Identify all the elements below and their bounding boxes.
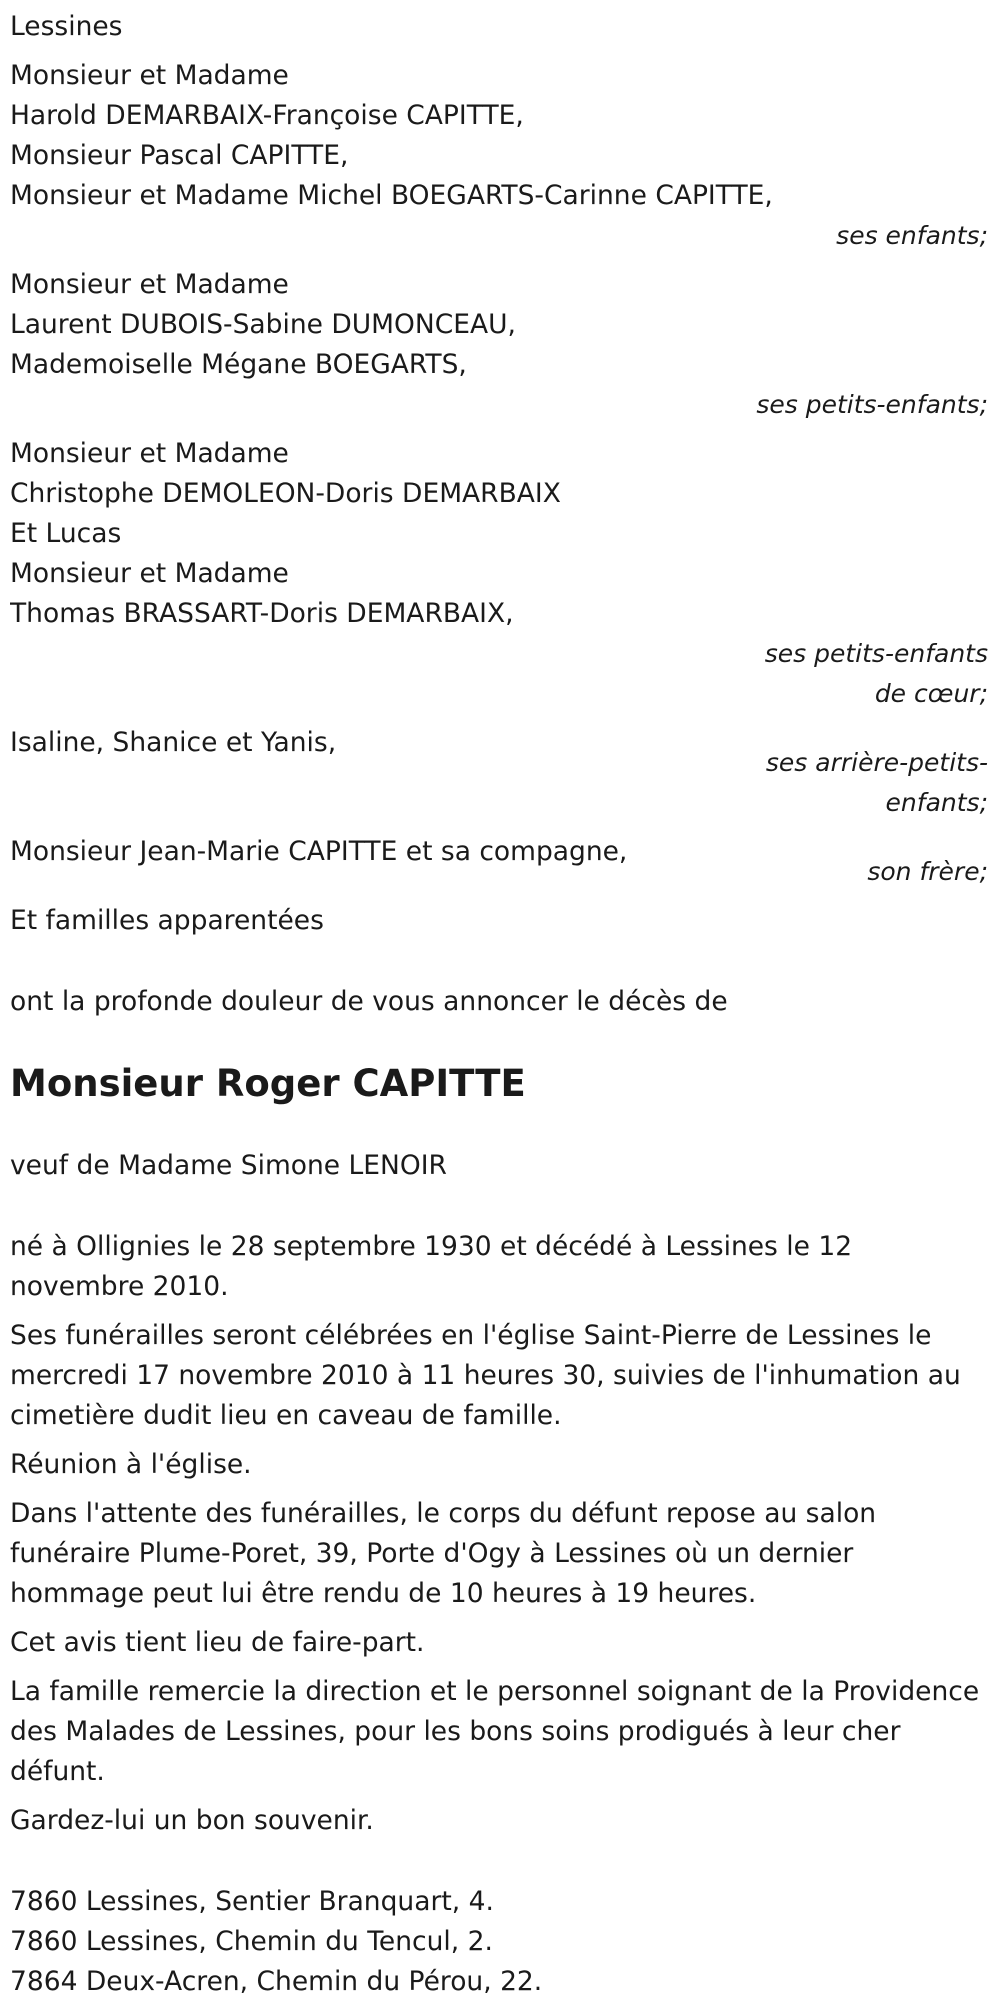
- family-name-line: Et Lucas: [10, 518, 122, 549]
- address-line: 7860 Lessines, Sentier Branquart, 4.: [10, 1886, 494, 1917]
- family-name-line: Harold DEMARBAIX-Françoise CAPITTE,: [10, 100, 524, 131]
- notice-statement: Cet avis tient lieu de faire-part.: [10, 1627, 425, 1658]
- family-relation: [753, 852, 988, 892]
- birth-death-dates: né à Ollignies le 28 septembre 1930 et décédé à Lessines le 12 novembre 2010.: [10, 1231, 853, 1302]
- relation-line: ses petits-enfants;: [756, 390, 988, 419]
- relation-line: ses petits-enfants: [764, 639, 988, 668]
- address-line: 7860 Lessines, Chemin du Tencul, 2.: [10, 1926, 493, 1957]
- family-group-great-grandchildren: [10, 723, 988, 823]
- deceased-name: Monsieur Roger CAPITTE: [10, 1062, 526, 1105]
- obituary-notice: [10, 0, 988, 2002]
- family-relation: [10, 385, 988, 425]
- family-names: [10, 434, 770, 634]
- family-names: [10, 265, 770, 385]
- family-relation: [10, 634, 988, 714]
- family-relation: [10, 216, 988, 256]
- family-names: [10, 832, 753, 892]
- family-name-line: Mademoiselle Mégane BOEGARTS,: [10, 349, 467, 380]
- relation-line: ses enfants;: [836, 221, 988, 250]
- relation-line: ses arrière-petits-: [765, 748, 988, 777]
- family-name-line: Monsieur et Madame: [10, 558, 289, 589]
- family-name-line: Monsieur et Madame: [10, 269, 289, 300]
- relation-line: enfants;: [885, 788, 988, 817]
- widow-of: veuf de Madame Simone LENOIR: [10, 1150, 447, 1181]
- address-line: 7864 Deux-Acren, Chemin du Pérou, 22.: [10, 1966, 543, 1997]
- viewing-details: Dans l'attente des funérailles, le corps du défunt repose au salon funéraire Plume-Poret, 39, Porte d'Ogy à Lessines où un dernier hommage peut lui être rendu de 10 heures à 19 heures.: [10, 1498, 877, 1609]
- family-group-grandchildren: [10, 265, 988, 425]
- family-relation: [753, 743, 988, 823]
- family-group-heart-grandchildren: [10, 434, 988, 714]
- family-name-line: Monsieur Pascal CAPITTE,: [10, 140, 349, 171]
- family-addresses: [10, 1882, 988, 2002]
- family-name-line: Christophe DEMOLEON-Doris DEMARBAIX: [10, 478, 561, 509]
- family-name-line: Thomas BRASSART-Doris DEMARBAIX,: [10, 598, 514, 629]
- family-group-children: [10, 56, 988, 256]
- related-families: Et familles apparentées: [10, 905, 324, 936]
- family-name-line: Monsieur et Madame: [10, 60, 289, 91]
- family-names: [10, 56, 773, 216]
- funeral-details: Ses funérailles seront célébrées en l'église Saint-Pierre de Lessines le mercredi 17 novembre 2010 à 11 heures 30, suivies de l'inhumation au cimetière dudit lieu en caveau de famille.: [10, 1320, 961, 1431]
- meeting-place: Réunion à l'église.: [10, 1449, 252, 1480]
- relation-line: de cœur;: [874, 679, 988, 708]
- announcement-intro: ont la profonde douleur de vous annoncer le décès de: [10, 986, 728, 1017]
- family-name-line: Laurent DUBOIS-Sabine DUMONCEAU,: [10, 309, 516, 340]
- relation-line: son frère;: [867, 857, 988, 886]
- family-name-line: Monsieur et Madame: [10, 438, 289, 469]
- family-name-line: Monsieur et Madame Michel BOEGARTS-Carinne CAPITTE,: [10, 180, 773, 211]
- family-names: [10, 723, 753, 823]
- remembrance: Gardez-lui un bon souvenir.: [10, 1805, 374, 1836]
- place-heading: Lessines: [10, 11, 123, 42]
- family-name-line: Monsieur Jean-Marie CAPITTE et sa compagne,: [10, 836, 628, 867]
- family-thanks: La famille remercie la direction et le personnel soignant de la Providence des Malades de Lessines, pour les bons soins prodigués à leur cher défunt.: [10, 1676, 980, 1787]
- family-group-brother: [10, 832, 988, 892]
- family-name-line: Isaline, Shanice et Yanis,: [10, 727, 337, 758]
